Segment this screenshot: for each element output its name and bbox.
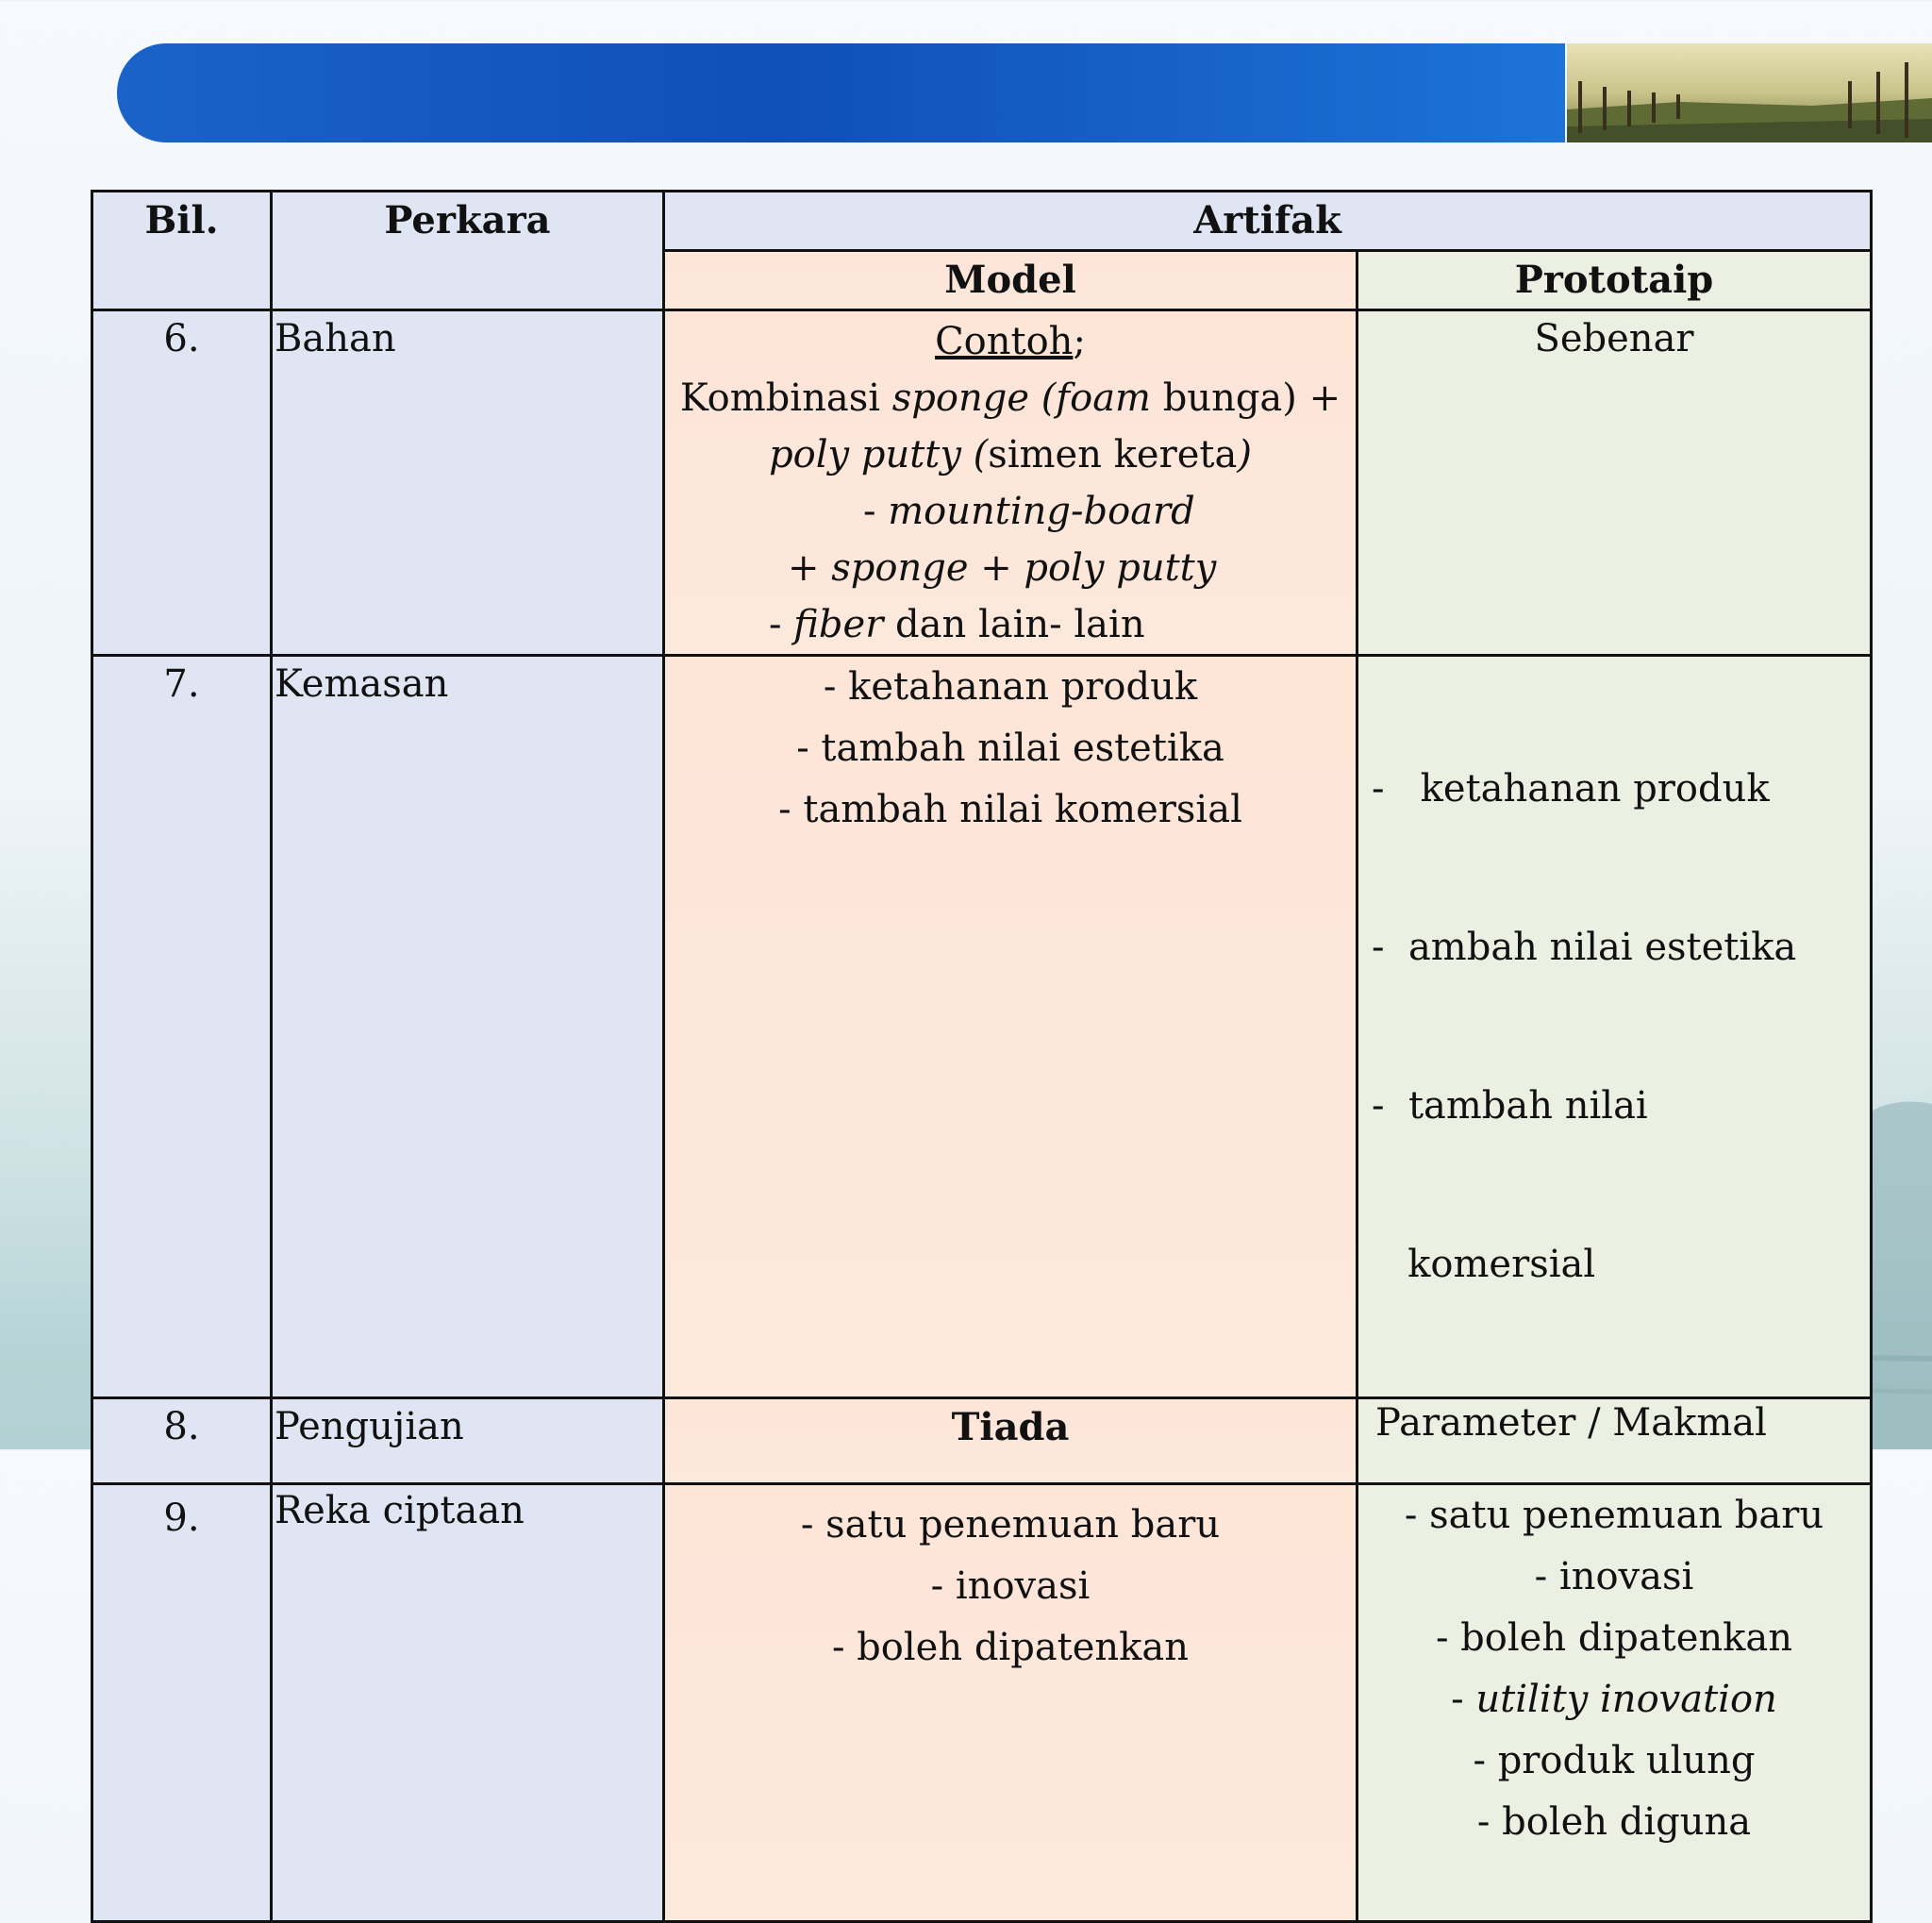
model-line: - tambah nilai komersial (778, 788, 1242, 831)
table-row (92, 1398, 1872, 1484)
model-line: - tambah nilai estetika (796, 727, 1224, 770)
model-line: - boleh dipatenkan (831, 1626, 1190, 1669)
prototaip-line: - ambah nilai estetika (1372, 926, 1797, 969)
header-perkara: Perkara (272, 192, 664, 310)
header-bil: Bil. (92, 192, 272, 310)
row-item: Bahan (272, 310, 664, 656)
prototaip-line: - tambah nilai (1372, 1084, 1648, 1128)
model-line: + sponge + poly putty (788, 546, 1217, 590)
header-prototaip: Prototaip (1357, 251, 1872, 310)
header-model: Model (664, 251, 1357, 310)
prototaip-line: - boleh dipatenkan (1435, 1616, 1793, 1660)
model-line: poly putty (simen kereta) (769, 433, 1252, 477)
model-cell (664, 1484, 1357, 1922)
model-line: - satu penemuan baru (800, 1503, 1221, 1547)
comparison-table (91, 190, 1873, 1923)
row-item: Kemasan (272, 656, 664, 1398)
prototaip-line: Sebenar (1534, 317, 1694, 360)
row-item: Pengujian (272, 1398, 664, 1484)
prototaip-line: komersial (1372, 1243, 1596, 1286)
table-row (92, 310, 1872, 656)
header-landscape-image (1567, 43, 1932, 142)
prototaip-line: - satu penemuan baru (1404, 1494, 1824, 1537)
row-number: 7. (92, 656, 272, 1398)
header-banner (117, 43, 1565, 142)
prototaip-line: - inovasi (1534, 1555, 1694, 1598)
table-row (92, 1484, 1872, 1922)
prototaip-line: - ketahanan produk (1372, 767, 1770, 811)
prototaip-cell: Parameter / Makmal (1357, 1398, 1872, 1484)
model-cell (664, 656, 1357, 1398)
model-line: - fiber dan lain- lain (769, 603, 1145, 646)
header-artifak: Artifak (664, 192, 1872, 251)
row-item: Reka ciptaan (272, 1484, 664, 1922)
row-number: 8. (92, 1398, 272, 1484)
table-row (92, 656, 1872, 1398)
model-cell (664, 310, 1357, 656)
model-cell: Tiada (664, 1398, 1357, 1484)
prototaip-cell (1357, 310, 1872, 656)
model-line: - ketahanan produk (823, 665, 1198, 709)
row-number: 9. (92, 1484, 272, 1922)
model-line: - mounting-board (863, 490, 1195, 533)
prototaip-line: - boleh diguna (1476, 1800, 1752, 1844)
prototaip-line: - utility inovation (1451, 1678, 1777, 1721)
prototaip-cell (1357, 656, 1872, 1398)
row-number: 6. (92, 310, 272, 656)
prototaip-line: - produk ulung (1473, 1739, 1756, 1782)
model-line: Kombinasi sponge (foam bunga) + (679, 376, 1341, 420)
prototaip-cell (1357, 1484, 1872, 1922)
model-line: Contoh; (935, 320, 1086, 363)
model-line: - inovasi (930, 1564, 1091, 1608)
